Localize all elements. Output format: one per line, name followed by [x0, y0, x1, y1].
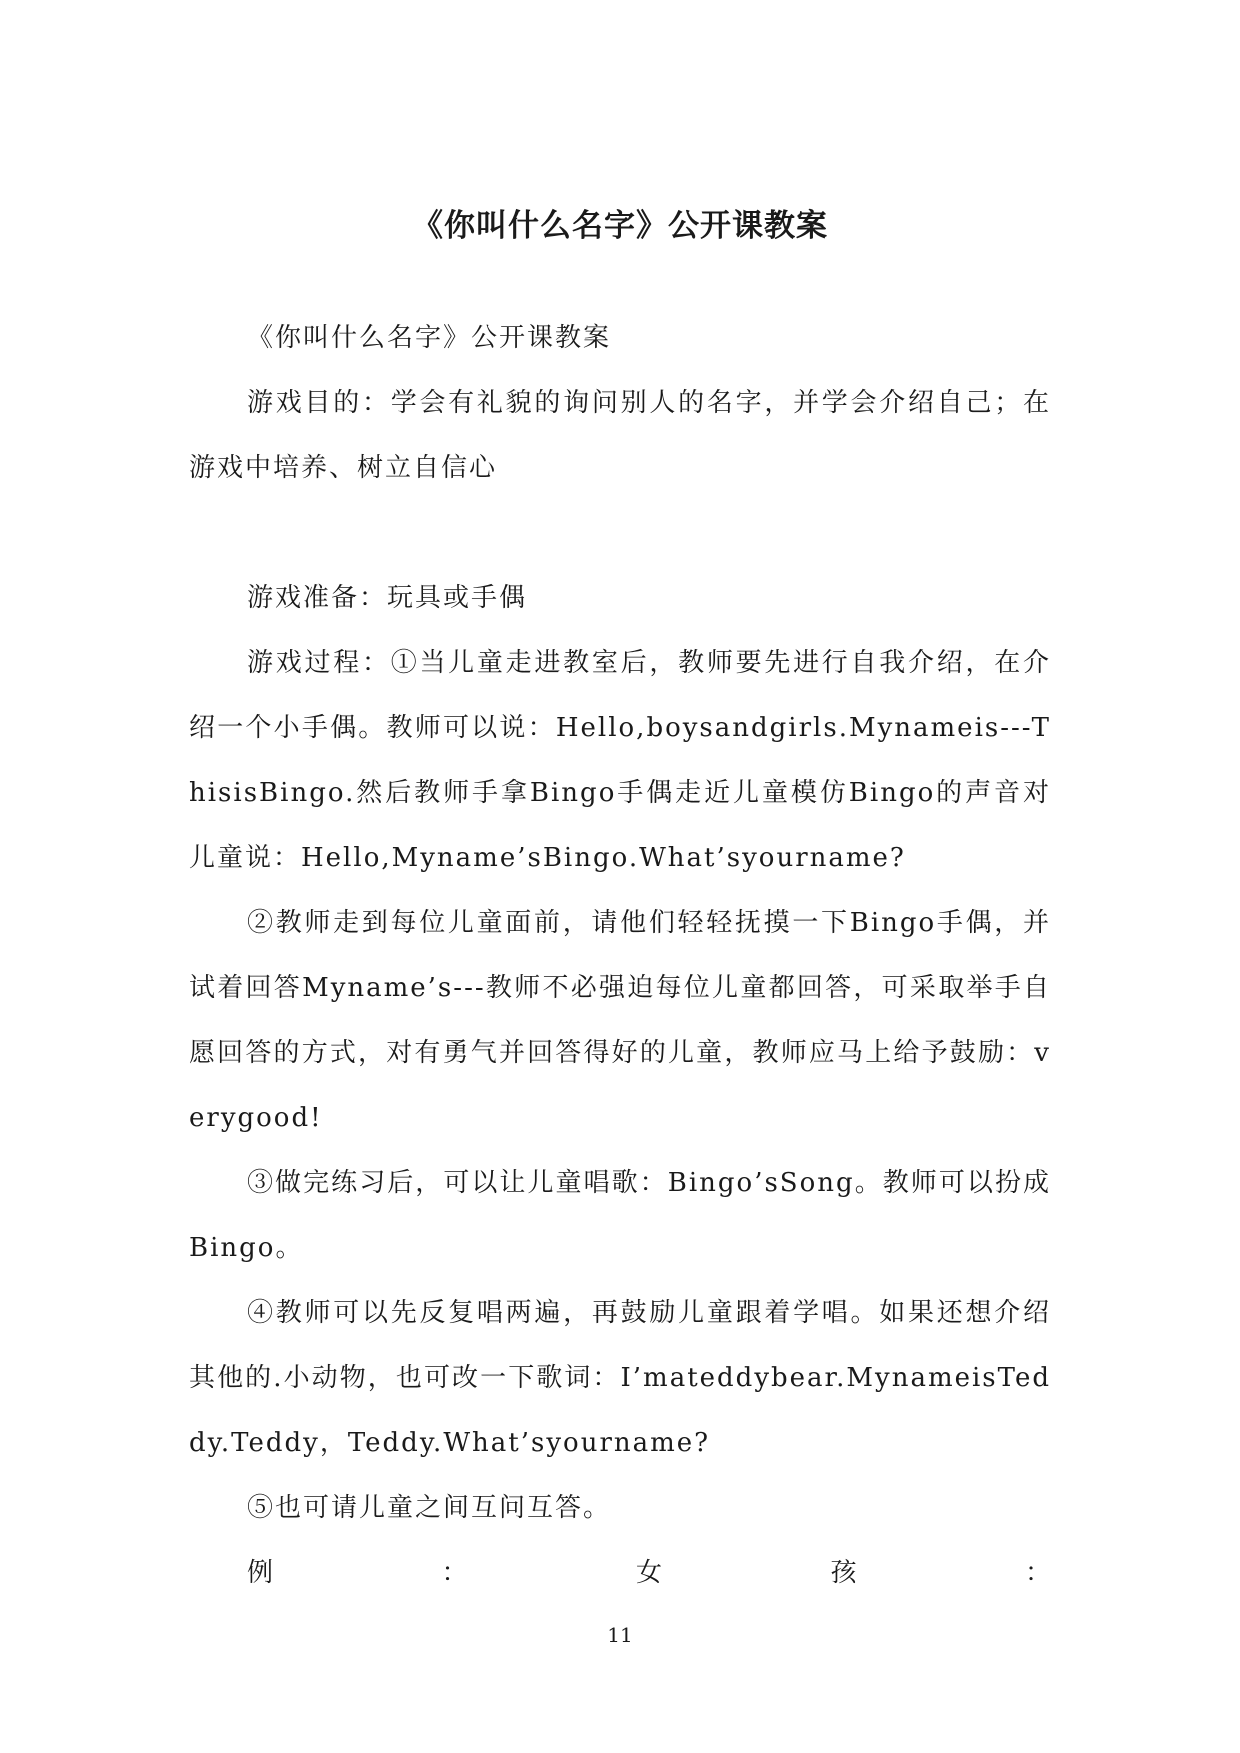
paragraph-game-goal: 游戏目的：学会有礼貌的询问别人的名字，并学会介绍自己；在游戏中培养、树立自信心 [189, 388, 1051, 483]
paragraph-heading: 《你叫什么名字》公开课教案 [247, 323, 612, 353]
paragraph-step-2: ②教师走到每位儿童面前，请他们轻轻抚摸一下Bingo手偶，并试着回答Myname’s---教师不必强迫每位儿童都回答，可采取举手自愿回答的方式，对有勇气并回答得好的儿童，教师应马上给予鼓励：verygood! [189, 908, 1051, 1133]
document-body [189, 306, 1051, 1606]
paragraph-game-process: 游戏过程：①当儿童走进教室后，教师要先进行自我介绍，在介绍一个小手偶。教师可以说：Hello,boysandgirls.Mynameis---ThisisBingo.然后教师手拿Bingo手偶走近儿童模仿Bingo的声音对儿童说：Hello,Myname’sBingo.What’syourname? [189, 648, 1051, 873]
document-title: 《你叫什么名字》公开课教案 [412, 208, 828, 244]
paragraph-game-prep: 游戏准备：玩具或手偶 [247, 583, 528, 613]
example-char: 例 [247, 1558, 274, 1588]
example-char: 女 [635, 1558, 662, 1588]
paragraph-step-4: ④教师可以先反复唱两遍，再鼓励儿童跟着学唱。如果还想介绍其他的.小动物，也可改一下歌词：I’mateddybear.MynameisTeddy.Teddy，Teddy.What’syourname? [189, 1298, 1051, 1458]
example-char: 孩 [830, 1558, 857, 1588]
example-char: ： [441, 1558, 468, 1588]
paragraph-example-line [189, 1541, 1051, 1606]
paragraph-step-3: ③做完练习后，可以让儿童唱歌：Bingo’sSong。教师可以扮成Bingo。 [189, 1168, 1051, 1263]
paragraph-step-5: ⑤也可请儿童之间互问互答。 [247, 1493, 612, 1523]
page-number: 11 [607, 1623, 633, 1647]
example-char: ： [1024, 1558, 1051, 1588]
paragraph-spacer [189, 501, 1051, 566]
